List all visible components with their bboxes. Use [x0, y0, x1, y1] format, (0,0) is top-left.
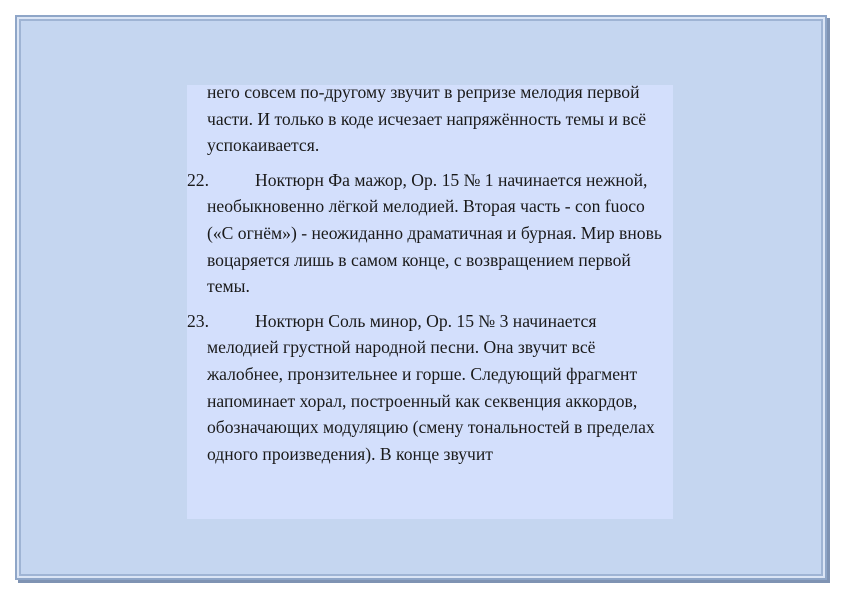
list-number: 23.	[187, 310, 209, 331]
text-box	[187, 85, 673, 519]
list-number: 22.	[187, 169, 209, 190]
paragraph-text: Ноктюрн Фа мажор, Ор. 15 № 1 начинается нежной, необыкновенно лёгкой мелодией. Вторая часть - con fuoco («С огнём») - неожиданно драматичная и бурная. Мир вновь воцаряется лишь в самом конце, с возвращением первой темы.	[207, 169, 662, 297]
list-item-22	[187, 167, 673, 300]
paragraph-text: него совсем по-другому звучит в репризе мелодия первой части. И только в коде исчезает напряжённость темы и всё успокаивается.	[207, 85, 647, 156]
paragraph-continuation	[187, 85, 673, 159]
list-item-23	[187, 308, 673, 468]
paragraph-text: Ноктюрн Соль минор, Ор. 15 № 3 начинается мелодией грустной народной песни. Она звучит всё жалобнее, пронзительнее и горше. Следующий фрагмент напоминает хорал, построенный как секвенция аккордов, обозначающих модуляцию (смену тональностей в пределах одного произведения). В конце звучит	[207, 310, 655, 464]
